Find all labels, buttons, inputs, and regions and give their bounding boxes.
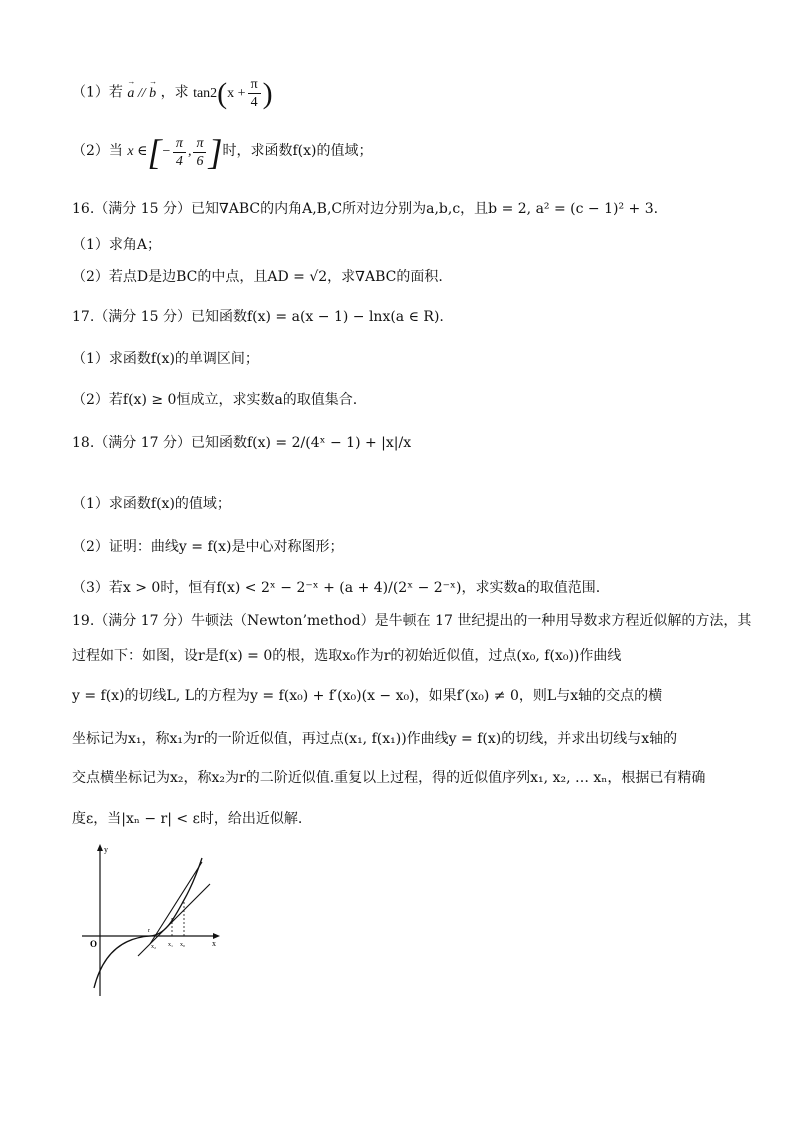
vector-a: → a // → b [127,86,156,101]
x-axis-label: x [212,939,216,948]
q15-p1-label: （1）若 [72,84,123,101]
q17-part2: （2）若f(x) ≥ 0恒成立，求实数a的取值集合. [72,392,358,408]
q18-part2: （2）证明：曲线y = f(x)是中心对称图形； [72,539,344,555]
q18-stem-text: 18.（满分 17 分）已知函数f(x) = 2/(4ˣ − 1) + |x|/x [72,435,412,451]
q16-stem: 16.（满分 15 分）已知∇ABC的内角A,B,C所对边分别为a,b,c，且b = 2, a² = (c − 1)² + 3. [72,201,659,217]
q19-line4: 坐标记为x₁，称x₁为r的一阶近似值，再过点(x₁, f(x₁))作曲线y = f(x)的切线，并求出切线与x轴的 [72,731,678,747]
q15-p2-label: （2）当 [72,143,123,160]
q18-stem [72,432,411,452]
origin-label: O [90,939,98,949]
root-label: r [148,928,150,934]
x1-label: x₁ [168,942,174,948]
range-expression: x ∈[− $\frac{\pi}{4}$ , $\frac{\pi}{6}$ ] [127,132,223,172]
q15-p2-text: 时，求函数f(x)的值域； [222,143,373,160]
x0-label: x₀ [180,942,186,948]
q19-line2: 过程如下：如图，设r是f(x) = 0的根，选取x₀作为r的初始近似值，过点(x₀, f(x₀))作曲线 [72,648,622,664]
q19-line3: y = f(x)的切线L, L的方程为y = f(x₀) + f′(x₀)(x − x₀)，如果f′(x₀) ≠ 0，则L与x轴的交点的横 [72,688,663,704]
q15-part1 [72,76,273,111]
q17-stem: 17.（满分 15 分）已知函数f(x) = a(x − 1) − lnx(a ∈ R). [72,309,444,325]
q15-part2 [72,134,372,170]
q18-part1: （1）求函数f(x)的值域； [72,496,231,512]
q18-part3: （3）若x > 0时，恒有f(x) < 2ˣ − 2⁻ˣ + (a + 4)/(2ˣ − 2⁻ˣ)，求实数a的取值范围. [72,580,601,596]
q16-part2: （2）若点D是边BC的中点，且AD = √2，求∇ABC的面积. [72,269,443,285]
x2-label: x₂ [151,944,157,950]
tan-expression: tan2(x + $\frac{\pi}{4}$ ) [193,76,273,110]
q19-line6: 度ε，当|xₙ − r| < ε时，给出近似解. [72,811,303,827]
q19-line5: 交点横坐标记为x₂，称x₂为r的二阶近似值.重复以上过程，得的近似值序列x₁, x₂, … xₙ，根据已有精确 [72,770,706,786]
q15-p1-text: ，求 [160,84,189,101]
q16-part1: （1）求角A； [72,237,162,253]
q17-part1: （1）求函数f(x)的单调区间； [72,351,259,367]
q19-line1: 19.（满分 17 分）牛顿法（Newton’method）是牛顿在 17 世纪提出的一种用导数求方程近似解的方法，其 [72,613,752,629]
y-axis-label: y [104,845,108,854]
newton-method-figure [78,838,228,998]
